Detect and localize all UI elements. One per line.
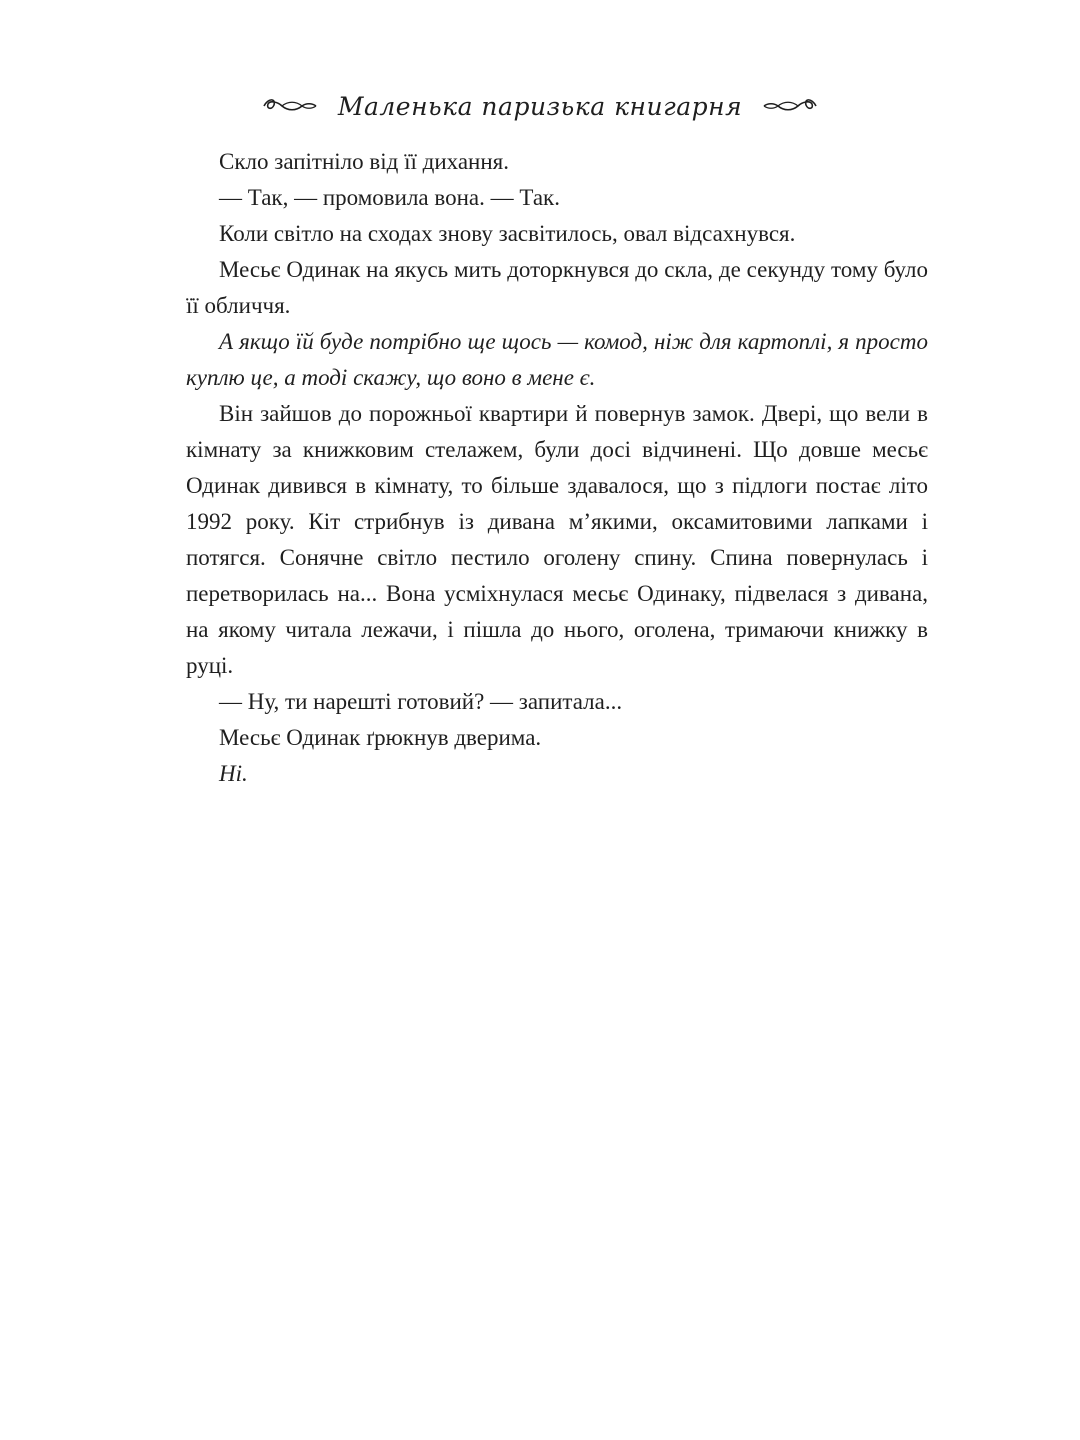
paragraph-5-italic: А якщо їй буде потрібно ще щось — комод, ніж для картоплі, я просто куплю це, а тоді скажу, що воно в мене є. xyxy=(186,329,928,390)
paragraph-8: Месьє Одинак ґрюкнув дверима. xyxy=(219,725,542,750)
paragraph-3: Коли світло на сходах знову засвітилось, овал відсахнувся. xyxy=(219,221,796,246)
paragraph-6: Він зайшов до порожньої квартири й повернув замок. Двері, що вели в кімнату за книжковим стелажем, були досі відчинені. Що довше месьє Одинак дивився в кімнату, то більше здавалося, що з підлоги постає літо 1992 року. Кіт стрибнув із дивана м’якими, оксамитовими лапками і потягся. Сонячне світло пестило оголену спину. Спина повернулась і перетворилась на... Вона усміхнулася месьє Одинаку, підвелася з дивана, на якому читала лежачи, і пішла до нього, оголена, тримаючи книжку в руці. xyxy=(186,401,928,678)
paragraph-9-italic: Ні. xyxy=(219,761,248,786)
paragraph-2: — Так, — промовила вона. — Так. xyxy=(219,185,560,210)
right-flourish-icon xyxy=(760,96,820,116)
paragraph-1: Скло запітніло від її дихання. xyxy=(219,149,510,174)
paragraph-7: — Ну, ти нарешті готовий? — запитала... xyxy=(219,689,623,714)
body-text xyxy=(186,144,928,792)
left-flourish-icon xyxy=(260,96,320,116)
paragraph-4: Месьє Одинак на якусь мить доторкнувся до скла, де секунду тому було її обличчя. xyxy=(186,257,928,318)
running-title: Маленька паризька книгарня xyxy=(337,91,743,121)
running-head xyxy=(0,84,1080,128)
